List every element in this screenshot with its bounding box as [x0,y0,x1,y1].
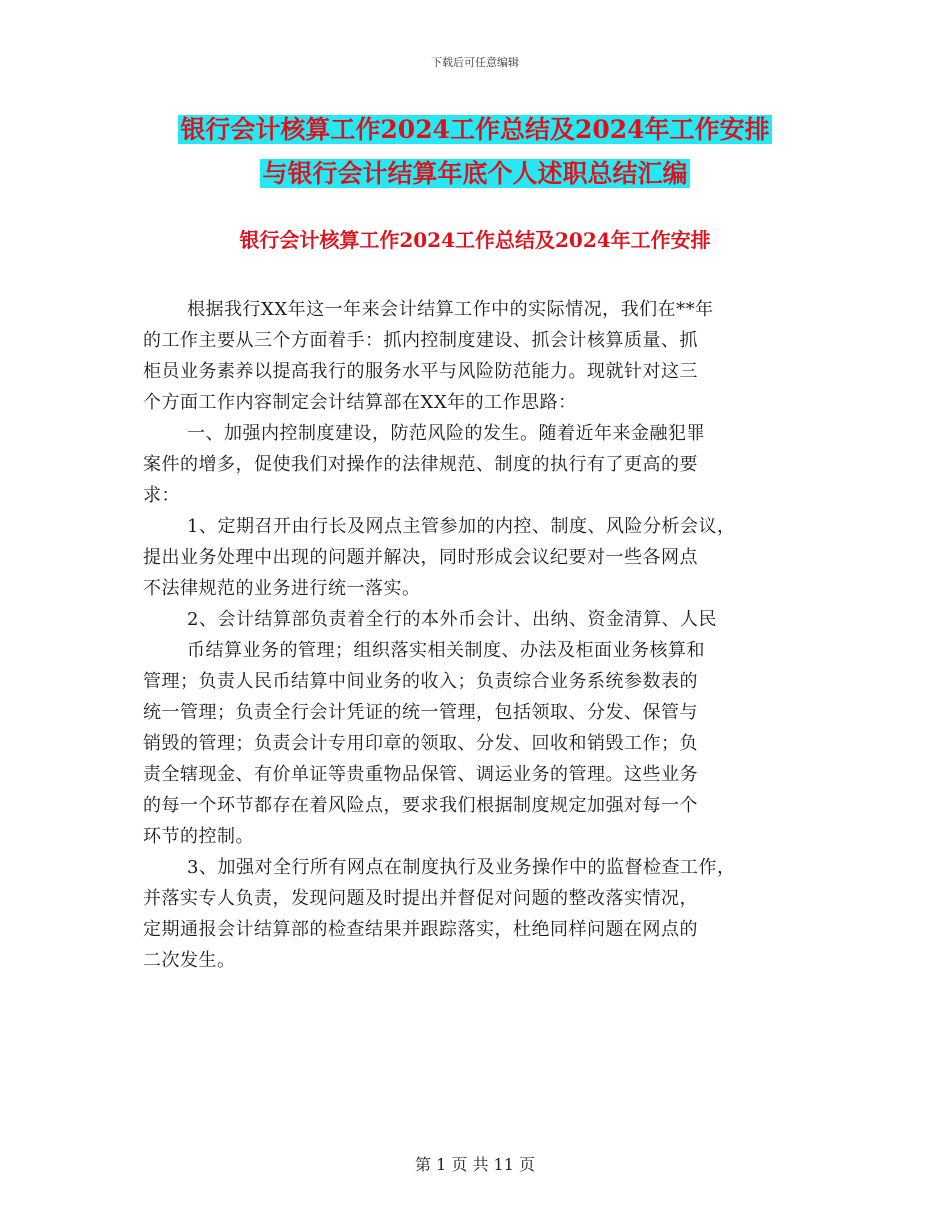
main-title-text-2: 与银行会计结算年底个人述职总结汇编 [262,159,688,188]
paragraph-line: 责全辖现金、有价单证等贵重物品保管、调运业务的管理。这些业务 [143,764,698,785]
main-title-line-2 [0,157,950,191]
paragraph-line: 并落实专人负责，发现问题及时提出并督促对问题的整改落实情况， [143,888,698,909]
paragraph-line: 定期通报会计结算部的检查结果并跟踪落实，杜绝同样问题在网点的 [143,919,698,940]
paragraph-line: 个方面工作内容制定会计结算部在XX年的工作思路： [143,392,577,413]
paragraph-line: 的每一个环节都存在着风险点，要求我们根据制度规定加强对每一个 [143,795,698,816]
paragraph-line: 二次发生。 [143,950,236,971]
paragraph-line: 统一管理；负责全行会计凭证的统一管理，包括领取、分发、保管与 [143,702,698,723]
section-title: 银行会计核算工作2024工作总结及2024年工作安排 [239,228,711,252]
page-footer: 第 1 页 共 11 页 [415,1155,535,1174]
paragraph-line: 3、加强对全行所有网点在制度执行及业务操作中的监督检查工作， [187,857,736,878]
paragraph-line: 根据我行XX年这一年来会计结算工作中的实际情况，我们在**年 [187,299,714,320]
paragraph-line: 销毁的管理；负责会计专用印章的领取、分发、回收和销毁工作；负 [143,733,698,754]
paragraph-line: 币结算业务的管理；组织落实相关制度、办法及柜面业务核算和 [187,640,705,661]
paragraph-line: 不法律规范的业务进行统一落实。 [143,578,421,599]
paragraph-line: 环节的控制。 [143,826,254,847]
header-note: 下载后可任意编辑 [431,56,519,69]
main-title-text-1: 银行会计核算工作2024工作总结及2024年工作安排 [180,115,770,144]
paragraph-line: 柜员业务素养以提高我行的服务水平与风险防范能力。现就针对这三 [143,361,698,382]
paragraph-line: 1、定期召开由行长及网点主管参加的内控、制度、风险分析会议， [187,516,736,537]
paragraph-line: 的工作主要从三个方面着手：抓内控制度建设、抓会计核算质量、抓 [143,330,698,351]
paragraph-line: 提出业务处理中出现的问题并解决，同时形成会议纪要对一些各网点 [143,547,698,568]
document-body [143,294,823,976]
paragraph-line: 一、加强内控制度建设，防范风险的发生。随着近年来金融犯罪 [187,423,705,444]
paragraph-line: 2、会计结算部负责着全行的本外币会计、出纳、资金清算、人民 [187,609,717,630]
paragraph-line: 求： [143,485,180,506]
paragraph-line: 管理；负责人民币结算中间业务的收入；负责综合业务系统参数表的 [143,671,698,692]
main-title-line-1 [0,113,950,147]
paragraph-line: 案件的增多，促使我们对操作的法律规范、制度的执行有了更高的要 [143,454,698,475]
